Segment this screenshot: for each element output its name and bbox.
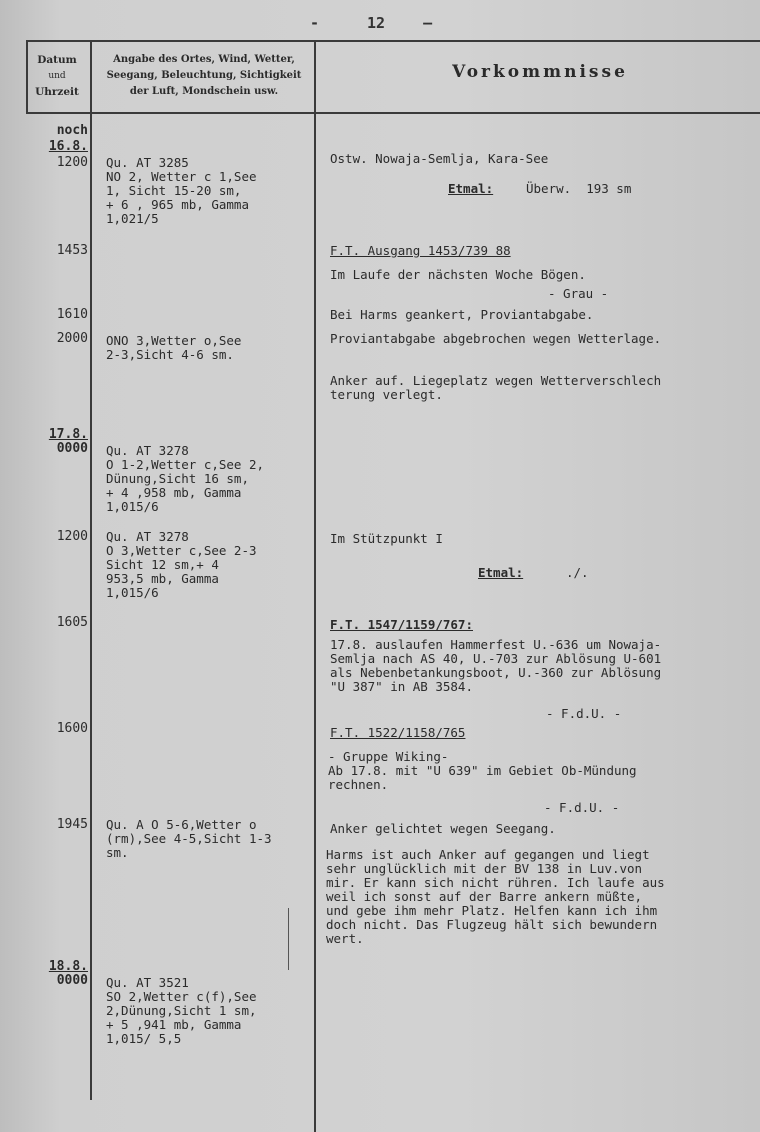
header-date-time (26, 52, 88, 100)
time-label: 0000 (56, 441, 88, 456)
event-text: - Gruppe Wiking- Ab 17.8. mit "U 639" im Gebiet Ob-Mündung rechnen. (328, 749, 637, 792)
column-divider-2 (314, 40, 316, 1132)
time-label: 2000 (56, 331, 88, 346)
event-text: 17.8. auslaufen Hammerfest U.-636 um Nowaja- Semlja nach AS 40, U.-703 zur Ablösung U-601 als Nebenbetankungsboot, U.-360 zur Ablösung "U 387" in AB 3584. (330, 637, 662, 694)
time-label: 1610 (56, 307, 88, 322)
header-events: Vorkommnisse (452, 62, 628, 82)
date-label: 16.8. (48, 139, 88, 154)
signature: - F.d.U. - (546, 706, 622, 721)
time-label: 1200 (56, 529, 88, 544)
event-text: Proviantabgabe abgebrochen wegen Wetterlage. (330, 331, 662, 346)
date-prefix: noch (56, 123, 88, 138)
page-number-line (310, 14, 470, 32)
position-weather: Qu. AT 3278 O 3,Wetter c,See 2-3 Sicht 12 sm,+ 4 953,5 mb, Gamma 1,015/6 (106, 529, 257, 600)
time-label: 1605 (56, 615, 88, 630)
date-label: 17.8. (48, 427, 88, 442)
time-label: 1200 (56, 155, 88, 170)
header-bottom-rule (26, 112, 760, 114)
event-text: Anker auf. Liegeplatz wegen Wetterverschlech terung verlegt. (330, 373, 662, 402)
etmal-label: Etmal: (478, 565, 524, 580)
time-label: 1453 (56, 243, 88, 258)
etmal-value: ./. (566, 565, 589, 580)
event-text: Harms ist auch Anker auf gegangen und liegt sehr unglücklich mit der BV 138 in Luv.von mir. Er kann sich nicht rühren. Ich laufe aus weil ich sonst auf der Barre ankern müßte, und gebe ihm mehr Platz. Helfen kann ich ihm doch nicht. Das Flugzeug hält sich bewundern wert. (326, 847, 665, 946)
page-number: 12 (367, 14, 386, 32)
position-weather: Qu. AT 3278 O 1-2,Wetter c,See 2, Dünung,Sicht 16 sm, + 4 ,958 mb, Gamma 1,015/6 (106, 443, 265, 514)
header-col2-line: der Luft, Mondschein usw. (129, 86, 279, 97)
event-text: Im Laufe der nächsten Woche Bögen. (330, 267, 586, 282)
header-location-weather (96, 52, 312, 100)
column-divider-1 (90, 40, 92, 1100)
radio-message-header: F.T. Ausgang 1453/739 88 (330, 243, 511, 258)
time-label: 0000 (56, 973, 88, 988)
table-top-rule (26, 40, 760, 42)
page-dash-left: - (310, 14, 320, 32)
etmal-label: Etmal: (448, 181, 494, 196)
event-text: Anker gelichtet wegen Seegang. (330, 821, 556, 836)
position-weather: Qu. AT 3285 NO 2, Wetter c 1,See 1, Sicht 15-20 sm, + 6 , 965 mb, Gamma 1,021/5 (106, 155, 257, 226)
position-weather: Qu. A O 5-6,Wetter o (rm),See 4-5,Sicht 1-3 sm. (106, 817, 272, 860)
time-label: 1945 (56, 817, 88, 832)
position-weather: ONO 3,Wetter o,See 2-3,Sicht 4-6 sm. (106, 333, 242, 362)
date-label: 18.8. (48, 959, 88, 974)
header-col2-line: Seegang, Beleuchtung, Sichtigkeit (106, 70, 302, 81)
header-col1-line: Datum (37, 54, 77, 66)
header-col2-line: Angabe des Ortes, Wind, Wetter, (113, 54, 295, 65)
position-weather: Qu. AT 3521 SO 2,Wetter c(f),See 2,Dünung,Sicht 1 sm, + 5 ,941 mb, Gamma 1,015/ 5,5 (106, 975, 257, 1046)
page-dash-right: — (423, 14, 433, 32)
event-text: Ostw. Nowaja-Semlja, Kara-See (330, 151, 549, 166)
signature: - Grau - (548, 286, 609, 301)
radio-message-header: F.T. 1522/1158/765 (330, 725, 466, 740)
time-label: 1600 (56, 721, 88, 736)
event-text: Im Stützpunkt I (330, 531, 443, 546)
pencil-mark (288, 908, 289, 970)
radio-message-header: F.T. 1547/1159/767: (330, 617, 473, 632)
etmal-value: Überw. 193 sm (526, 181, 632, 196)
header-col1-line: und (48, 71, 66, 81)
signature: - F.d.U. - (544, 800, 620, 815)
header-col1-line: Uhrzeit (35, 86, 79, 98)
event-text: Bei Harms geankert, Proviantabgabe. (330, 307, 594, 322)
